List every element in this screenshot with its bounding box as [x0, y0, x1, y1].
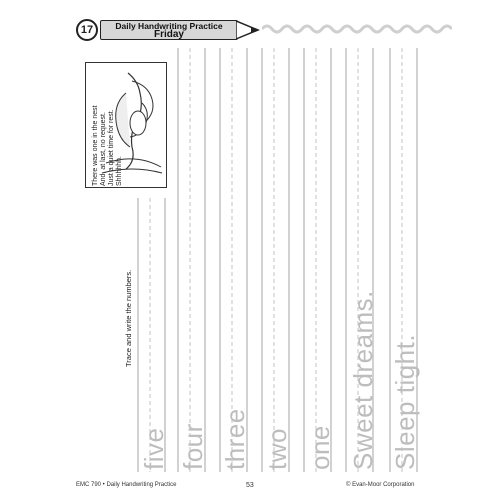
instruction-text: Trace and write the numbers. — [124, 269, 133, 367]
lesson-number-badge: 17 — [76, 19, 98, 41]
banner-title: Daily Handwriting Practice — [115, 21, 223, 31]
practice-word: three — [220, 408, 250, 470]
practice-word: one — [305, 425, 335, 470]
practice-word: Sleep tight. — [390, 333, 420, 470]
practice-word: Sweet dreams. — [348, 290, 378, 470]
banner-day: Friday — [153, 29, 184, 40]
footer-left: EMC 790 • Daily Handwriting Practice — [76, 482, 177, 488]
practice-word: two — [262, 428, 292, 470]
poem — [92, 66, 124, 186]
page-number: 53 — [246, 482, 254, 489]
poem-line: Shhhhhh. — [116, 156, 123, 186]
practice-word: four — [178, 423, 208, 470]
poem-line: Just a quiet time for rest. — [108, 109, 115, 186]
footer-right: © Evan-Moor Corporation — [346, 482, 415, 488]
poem-line: There was one in the nest — [92, 105, 99, 186]
poem-line: And, at last, no request. — [100, 112, 107, 186]
practice-word: five — [139, 427, 169, 470]
